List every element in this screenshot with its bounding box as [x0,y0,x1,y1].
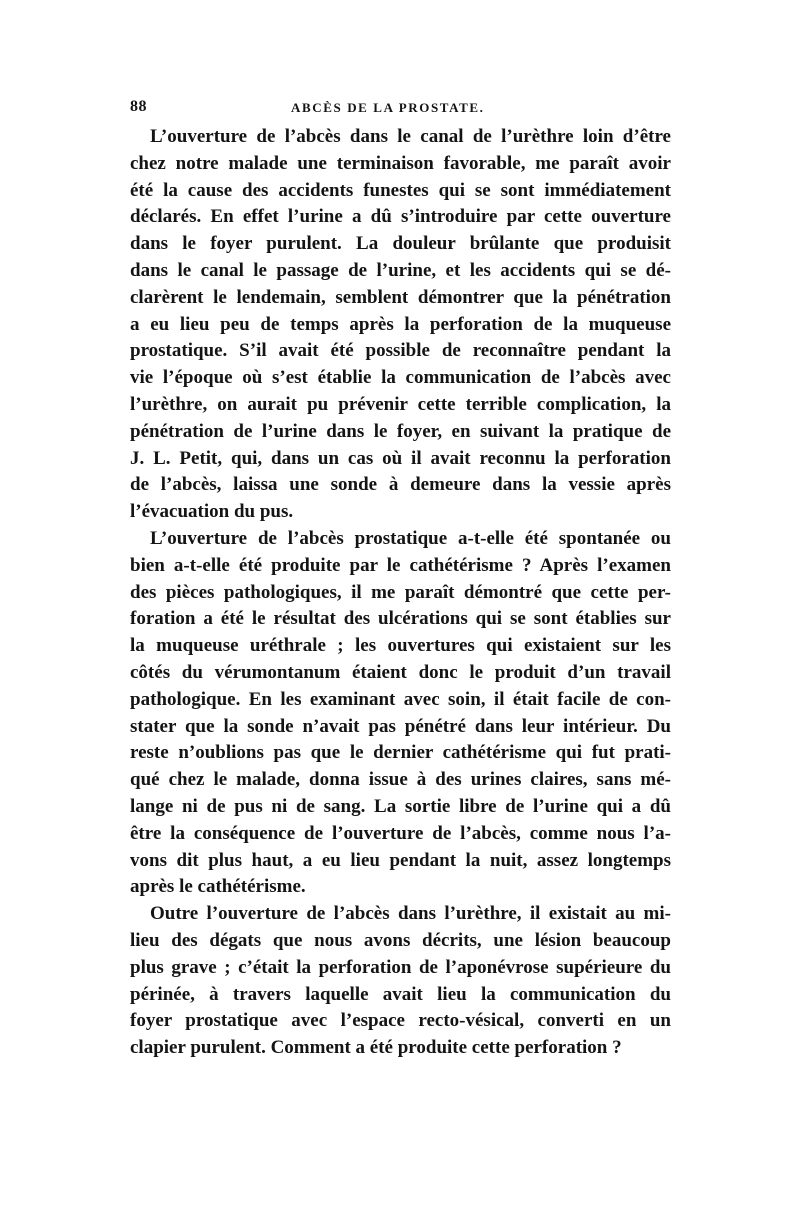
text-line: prostatique. S’il avait été possible de reconnaître pendant la [130,340,671,362]
text-line: déclarés. En effet l’urine a dû s’introduire par cette ouverture [130,206,671,228]
text-line: côtés du vérumontanum étaient donc le produit d’un travail [130,661,671,683]
text-line: vie l’époque où s’est établie la communication de l’abcès avec [130,367,671,389]
text-line: J. L. Petit, qui, dans un cas où il avait reconnu la perforation [130,447,671,469]
text-line: pathologique. En les examinant avec soin, il était facile de con- [130,688,671,710]
text-line: de l’abcès, laissa une sonde à demeure dans la vessie après [130,474,671,496]
paragraph [130,526,671,901]
page-number: 88 [130,98,147,115]
page-header [130,98,670,122]
text-line: l’évacuation du pus. [130,501,294,523]
text-line: vons dit plus haut, a eu lieu pendant la nuit, assez longtemps [130,849,671,871]
paragraph [130,124,671,526]
text-line: qué chez le malade, donna issue à des urines claires, sans mé- [130,769,671,791]
text-line: chez notre malade une terminaison favorable, me paraît avoir [130,152,671,174]
text-line: été la cause des accidents funestes qui se sont immédiatement [130,179,671,201]
paragraph [130,901,671,1062]
text-line: foration a été le résultat des ulcérations qui se sont établies sur [130,608,671,630]
text-line: Outre l’ouverture de l’abcès dans l’urèthre, il existait au mi- [150,903,671,925]
text-line: foyer prostatique avec l’espace recto-vésical, converti en un [130,1010,671,1032]
text-line: lieu des dégats que nous avons décrits, une lésion beaucoup [130,929,671,951]
text-line: dans le canal le passage de l’urine, et les accidents qui se dé- [130,259,671,281]
text-line: stater que la sonde n’avait pas pénétré dans leur intérieur. Du [130,715,671,737]
text-line: clapier purulent. Comment a été produite cette perforation ? [130,1037,622,1059]
text-line: être la conséquence de l’ouverture de l’abcès, comme nous l’a- [130,822,671,844]
running-title: ABCÈS DE LA PROSTATE. [291,100,485,115]
text-line: a eu lieu peu de temps après la perforation de la muqueuse [130,313,671,335]
text-line: l’urèthre, on aurait pu prévenir cette terrible complication, la [130,393,671,415]
text-line: reste n’oublions pas que le dernier cathétérisme qui fut prati- [130,742,671,764]
text-line: périnée, à travers laquelle avait lieu la communication du [130,983,671,1005]
text-line: des pièces pathologiques, il me paraît démontré que cette per- [130,581,671,603]
text-line: clarèrent le lendemain, semblent démontrer que la pénétration [130,286,671,308]
text-line: lange ni de pus ni de sang. La sortie libre de l’urine qui a dû [130,795,671,817]
text-line: bien a-t-elle été produite par le cathétérisme ? Après l’examen [130,554,671,576]
text-line: L’ouverture de l’abcès dans le canal de l’urèthre loin d’être [150,126,671,147]
text-line: plus grave ; c’était la perforation de l’aponévrose supérieure du [130,956,671,978]
text-line: dans le foyer purulent. La douleur brûlante que produisit [130,233,671,255]
text-line: la muqueuse uréthrale ; les ouvertures qui existaient sur les [130,635,671,657]
text-line: après le cathétérisme. [130,876,306,898]
text-line: L’ouverture de l’abcès prostatique a-t-elle été spontanée ou [150,527,671,549]
text-line: pénétration de l’urine dans le foyer, en suivant la pratique de [130,420,671,442]
body-text [130,124,671,1062]
